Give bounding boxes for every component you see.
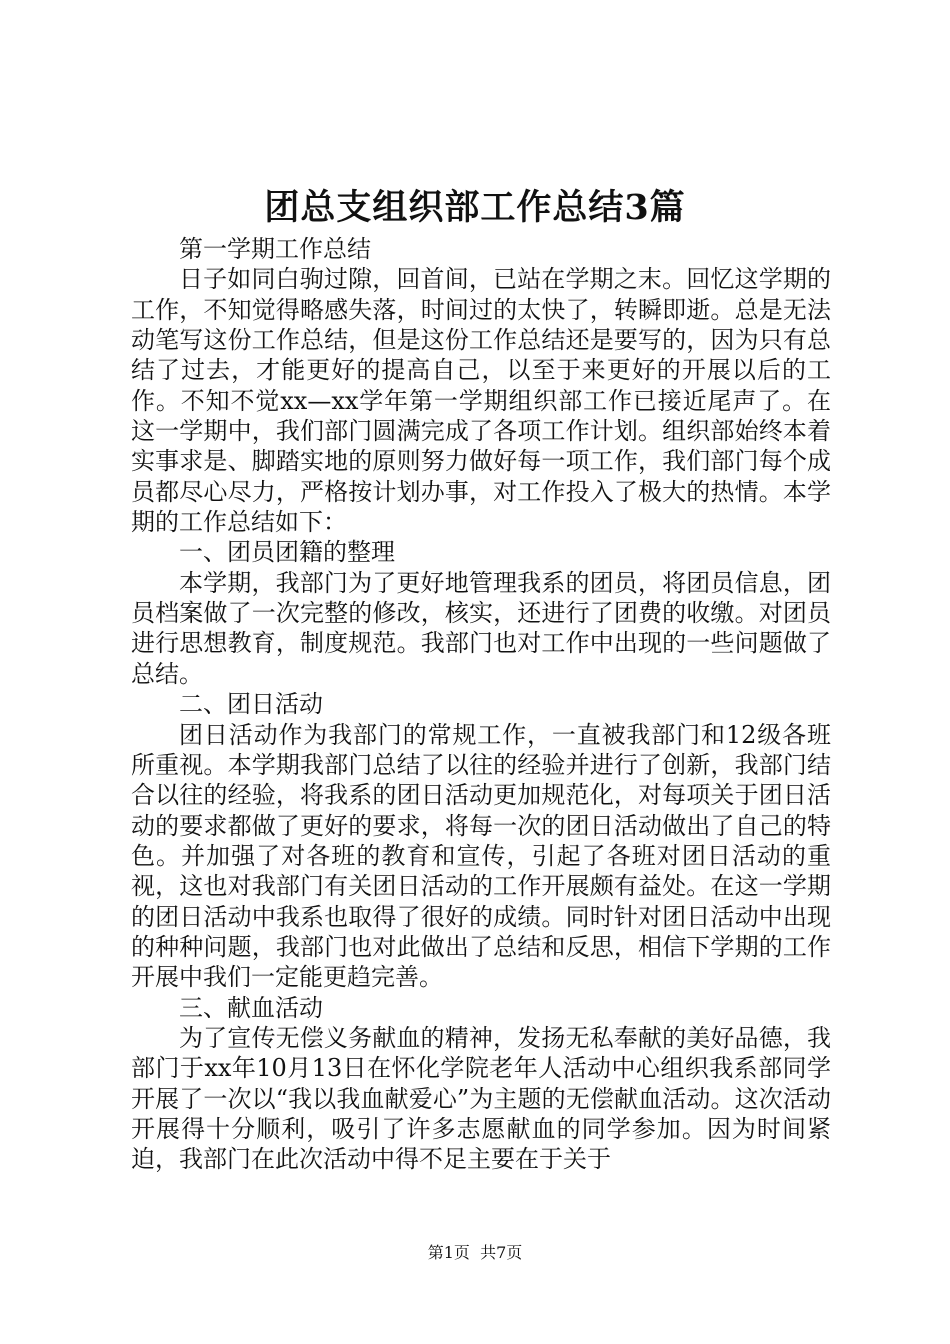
- page-number: 第1页 共7页: [427, 1243, 523, 1262]
- page-title: 团总支组织部工作总结3篇: [264, 187, 686, 228]
- section-heading: 第一学期工作总结: [179, 235, 371, 263]
- body-paragraph: 为了宣传无偿义务献血的精神，发扬无私奉献的美好品德，我部门于xx年10月13日在怀化学院老年人活动中心组织我系部同学开展了一次以“我以我血献爱心”为主题的无偿献血活动。这次活动开展得十分顺利，吸引了许多志愿献血的同学参加。因为时间紧迫，我部门在此次活动中得不足主要在于关于: [131, 1023, 831, 1174]
- body-paragraph: 日子如同白驹过隙，回首间，已站在学期之末。回忆这学期的工作，不知觉得略感失落，时间过的太快了，转瞬即逝。总是无法动笔写这份工作总结，但是这份工作总结还是要写的，因为只有总结了过去，才能更好的提高自己，以至于来更好的开展以后的工作。不知不觉xx—xx学年第一学期组织部工作已接近尾声了。在这一学期中，我们部门圆满完成了各项工作计划。组织部始终本着实事求是、脚踏实地的原则努力做好每一项工作，我们部门每个成员都尽心尽力，严格按计划办事，对工作投入了极大的热情。本学期的工作总结如下：: [131, 265, 831, 537]
- body-paragraph: 团日活动作为我部门的常规工作，一直被我部门和12级各班所重视。本学期我部门总结了以往的经验并进行了创新，我部门结合以往的经验，将我系的团日活动更加规范化，对每项关于团日活动的要求都做了更好的要求，将每一次的团日活动做出了自己的特色。并加强了对各班的教育和宣传，引起了各班对团日活动的重视，这也对我部门有关团日活动的工作开展颇有益处。在这一学期的团日活动中我系也取得了很好的成绩。同时针对团日活动中出现的种种问题，我部门也对此做出了总结和反思，相信下学期的工作开展中我们一定能更趋完善。: [131, 720, 831, 992]
- section-heading: 一、团员团籍的整理: [179, 538, 395, 567]
- section-heading: 三、献血活动: [179, 993, 323, 1022]
- body-paragraph: 本学期，我部门为了更好地管理我系的团员，将团员信息，团员档案做了一次完整的修改，核实，还进行了团费的收缴。对团员进行思想教育，制度规范。我部门也对工作中出现的一些问题做了总结。: [131, 568, 831, 688]
- section-heading: 二、团日活动: [179, 690, 323, 719]
- document-body: [131, 234, 831, 1175]
- page-footer: [0, 1241, 950, 1265]
